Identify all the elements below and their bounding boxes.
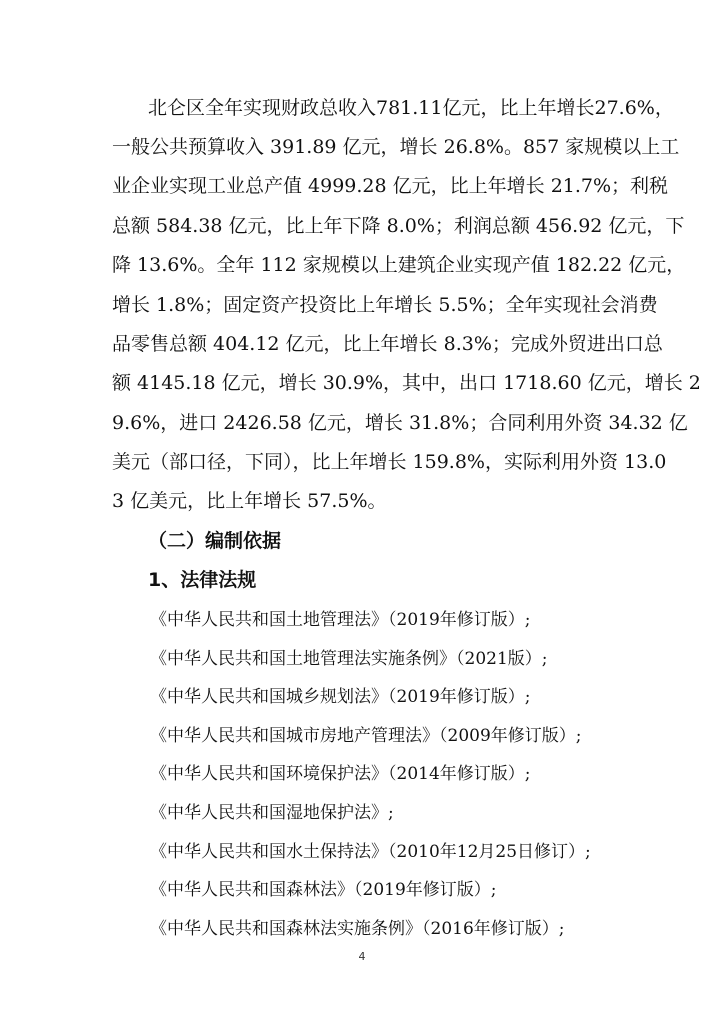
- section-heading: （二）编制依据: [148, 530, 282, 552]
- law-list-item: 《中华人民共和国土地管理法实施条例》（2021版）;: [150, 649, 548, 669]
- paragraph-line: 3 亿美元，比上年增长 57.5%。: [112, 490, 387, 512]
- law-list-item: 《中华人民共和国森林法》（2019年修订版）;: [150, 880, 497, 900]
- paragraph-line: 增长 1.8%；固定资产投资比上年增长 5.5%；全年实现社会消费: [112, 294, 658, 316]
- paragraph-line: 一般公共预算收入 391.89 亿元，增长 26.8%。857 家规模以上工: [112, 136, 680, 158]
- paragraph-line: 品零售总额 404.12 亿元，比上年增长 8.3%；完成外贸进出口总: [112, 333, 663, 355]
- subsection-heading: 1、法律法规: [148, 569, 257, 591]
- law-list-item: 《中华人民共和国森林法实施条例》（2016年修订版）;: [150, 919, 565, 939]
- law-list-item: 《中华人民共和国水土保持法》（2010年12月25日修订）;: [150, 842, 591, 862]
- law-list-item: 《中华人民共和国环境保护法》（2014年修订版）;: [150, 764, 531, 784]
- law-list-item: 《中华人民共和国城乡规划法》（2019年修订版）;: [150, 687, 531, 707]
- law-list-item: 《中华人民共和国城市房地产管理法》（2009年修订版）;: [150, 726, 582, 746]
- paragraph-line: 额 4145.18 亿元，增长 30.9%，其中，出口 1718.60 亿元，增长 2: [112, 372, 701, 394]
- paragraph-line: 总额 584.38 亿元，比上年下降 8.0%；利润总额 456.92 亿元，下: [112, 215, 685, 237]
- law-list-item: 《中华人民共和国土地管理法》（2019年修订版）;: [150, 610, 531, 630]
- law-list-item: 《中华人民共和国湿地保护法》;: [150, 803, 394, 823]
- page-number: 4: [358, 950, 366, 963]
- paragraph-line: 9.6%，进口 2426.58 亿元，增长 31.8%；合同利用外资 34.32 亿: [112, 412, 688, 434]
- paragraph-line: 北仑区全年实现财政总收入781.11亿元，比上年增长27.6%，: [148, 97, 674, 119]
- paragraph-line: 业企业实现工业总产值 4999.28 亿元，比上年增长 21.7%；利税: [112, 175, 669, 197]
- paragraph-line: 降 13.6%。全年 112 家规模以上建筑企业实现产值 182.22 亿元，: [112, 254, 686, 276]
- paragraph-line: 美元（部口径，下同），比上年增长 159.8%，实际利用外资 13.0: [112, 451, 667, 473]
